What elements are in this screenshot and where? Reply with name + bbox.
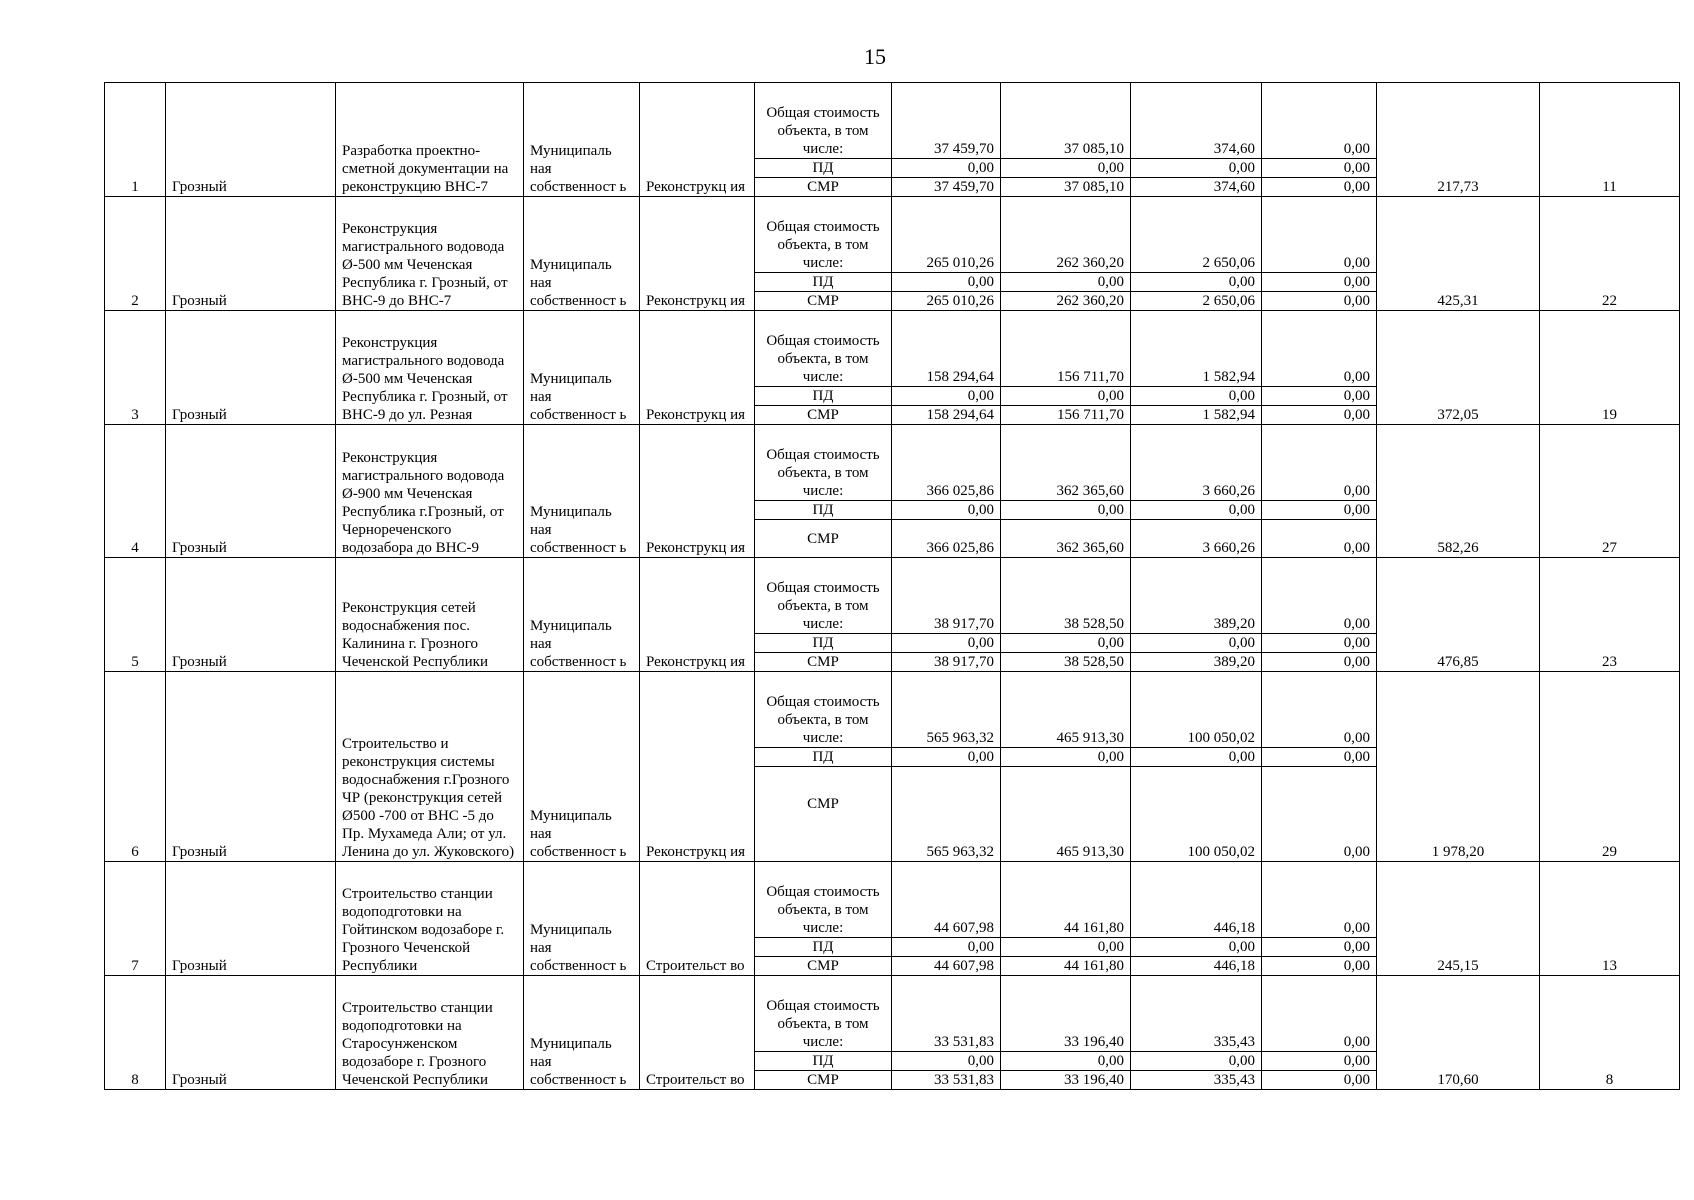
smr-value-4: 0,00 <box>1262 520 1377 558</box>
row-number: 3 <box>105 311 166 425</box>
city-cell: Грозный <box>166 83 336 197</box>
pd-value-3: 0,00 <box>1131 1052 1262 1071</box>
total-value-3: 446,18 <box>1131 862 1262 938</box>
smr-value-4: 0,00 <box>1262 767 1377 862</box>
cost-label-total: Общая стоимость объекта, в том числе: <box>755 311 892 387</box>
ownership-cell: Муниципаль ная собственност ь <box>524 672 640 862</box>
description-cell: Строительство станции водоподготовки на Гойтинском водозаборе г. Грозного Чеченской Республики <box>336 862 524 976</box>
total-value-4: 0,00 <box>1262 425 1377 501</box>
city-cell: Грозный <box>166 976 336 1090</box>
ownership-cell: Муниципаль ная собственност ь <box>524 976 640 1090</box>
cost-label-total: Общая стоимость объекта, в том числе: <box>755 672 892 748</box>
pd-value-2: 0,00 <box>1001 273 1131 292</box>
total-value-2: 362 365,60 <box>1001 425 1131 501</box>
total-value-3: 3 660,26 <box>1131 425 1262 501</box>
smr-value-3: 100 050,02 <box>1131 767 1262 862</box>
smr-value-2: 37 085,10 <box>1001 178 1131 197</box>
capacity-cell: 217,73 <box>1377 83 1540 197</box>
table-row <box>105 425 1680 501</box>
description-cell: Строительство и реконструкция системы водоснабжения г.Грозного ЧР (реконструкция сетей Ø500 -700 от ВНС -5 до Пр. Мухамеда Али; от ул. Ленина до ул. Жуковского) <box>336 672 524 862</box>
cost-label-pd: ПД <box>755 501 892 520</box>
table-row <box>105 558 1680 634</box>
pd-value-1: 0,00 <box>892 634 1001 653</box>
pd-value-4: 0,00 <box>1262 273 1377 292</box>
count-cell: 13 <box>1540 862 1680 976</box>
row-number: 5 <box>105 558 166 672</box>
capacity-cell: 476,85 <box>1377 558 1540 672</box>
count-cell: 19 <box>1540 311 1680 425</box>
total-value-1: 158 294,64 <box>892 311 1001 387</box>
total-value-1: 565 963,32 <box>892 672 1001 748</box>
cost-label-smr: СМР <box>755 767 892 862</box>
pd-value-2: 0,00 <box>1001 1052 1131 1071</box>
smr-value-4: 0,00 <box>1262 178 1377 197</box>
total-value-3: 374,60 <box>1131 83 1262 159</box>
work-type-cell: Реконструкц ия <box>640 425 755 558</box>
ownership-cell: Муниципаль ная собственност ь <box>524 83 640 197</box>
cost-label-pd: ПД <box>755 1052 892 1071</box>
cost-label-total: Общая стоимость объекта, в том числе: <box>755 197 892 273</box>
smr-value-1: 33 531,83 <box>892 1071 1001 1090</box>
pd-value-4: 0,00 <box>1262 1052 1377 1071</box>
ownership-cell: Муниципаль ная собственност ь <box>524 558 640 672</box>
total-value-2: 44 161,80 <box>1001 862 1131 938</box>
smr-value-2: 465 913,30 <box>1001 767 1131 862</box>
capacity-cell: 1 978,20 <box>1377 672 1540 862</box>
total-value-3: 335,43 <box>1131 976 1262 1052</box>
cost-label-total: Общая стоимость объекта, в том числе: <box>755 425 892 501</box>
description-cell: Строительство станции водоподготовки на Старосунженском водозаборе г. Грозного Чеченской Республики <box>336 976 524 1090</box>
total-value-3: 100 050,02 <box>1131 672 1262 748</box>
smr-value-2: 38 528,50 <box>1001 653 1131 672</box>
total-value-2: 37 085,10 <box>1001 83 1131 159</box>
description-cell: Разработка проектно-сметной документации на реконструкцию ВНС-7 <box>336 83 524 197</box>
description-cell: Реконструкция магистрального водовода Ø-500 мм Чеченская Республика г. Грозный, от ВНС-9 до ВНС-7 <box>336 197 524 311</box>
smr-value-4: 0,00 <box>1262 406 1377 425</box>
smr-value-4: 0,00 <box>1262 957 1377 976</box>
capacity-cell: 245,15 <box>1377 862 1540 976</box>
smr-value-1: 44 607,98 <box>892 957 1001 976</box>
table-row <box>105 311 1680 387</box>
cost-label-pd: ПД <box>755 273 892 292</box>
cost-label-smr: СМР <box>755 406 892 425</box>
cost-label-pd: ПД <box>755 159 892 178</box>
pd-value-4: 0,00 <box>1262 159 1377 178</box>
total-value-1: 44 607,98 <box>892 862 1001 938</box>
cost-label-smr: СМР <box>755 957 892 976</box>
city-cell: Грозный <box>166 558 336 672</box>
cost-label-pd: ПД <box>755 634 892 653</box>
smr-value-2: 362 365,60 <box>1001 520 1131 558</box>
work-type-cell: Реконструкц ия <box>640 197 755 311</box>
pd-value-4: 0,00 <box>1262 748 1377 767</box>
row-number: 4 <box>105 425 166 558</box>
smr-value-3: 446,18 <box>1131 957 1262 976</box>
smr-value-1: 565 963,32 <box>892 767 1001 862</box>
cost-label-smr: СМР <box>755 520 892 558</box>
smr-value-2: 262 360,20 <box>1001 292 1131 311</box>
total-value-4: 0,00 <box>1262 672 1377 748</box>
smr-value-3: 389,20 <box>1131 653 1262 672</box>
cost-label-total: Общая стоимость объекта, в том числе: <box>755 83 892 159</box>
smr-value-3: 2 650,06 <box>1131 292 1262 311</box>
pd-value-2: 0,00 <box>1001 938 1131 957</box>
total-value-4: 0,00 <box>1262 558 1377 634</box>
smr-value-2: 33 196,40 <box>1001 1071 1131 1090</box>
table-row <box>105 83 1680 159</box>
count-cell: 29 <box>1540 672 1680 862</box>
count-cell: 11 <box>1540 83 1680 197</box>
ownership-cell: Муниципаль ная собственност ь <box>524 311 640 425</box>
pd-value-3: 0,00 <box>1131 273 1262 292</box>
pd-value-4: 0,00 <box>1262 634 1377 653</box>
row-number: 1 <box>105 83 166 197</box>
cost-label-pd: ПД <box>755 387 892 406</box>
pd-value-3: 0,00 <box>1131 748 1262 767</box>
table-row <box>105 197 1680 273</box>
table-row <box>105 976 1680 1052</box>
city-cell: Грозный <box>166 197 336 311</box>
pd-value-2: 0,00 <box>1001 501 1131 520</box>
smr-value-1: 37 459,70 <box>892 178 1001 197</box>
work-type-cell: Реконструкц ия <box>640 311 755 425</box>
city-cell: Грозный <box>166 672 336 862</box>
city-cell: Грозный <box>166 425 336 558</box>
work-type-cell: Строительст во <box>640 862 755 976</box>
pd-value-3: 0,00 <box>1131 938 1262 957</box>
pd-value-2: 0,00 <box>1001 387 1131 406</box>
cost-label-smr: СМР <box>755 653 892 672</box>
description-cell: Реконструкция магистрального водовода Ø-900 мм Чеченская Республика г.Грозный, от Чернореченского водозабора до ВНС-9 <box>336 425 524 558</box>
cost-label-smr: СМР <box>755 178 892 197</box>
city-cell: Грозный <box>166 311 336 425</box>
pd-value-2: 0,00 <box>1001 748 1131 767</box>
total-value-1: 33 531,83 <box>892 976 1001 1052</box>
row-number: 7 <box>105 862 166 976</box>
total-value-2: 33 196,40 <box>1001 976 1131 1052</box>
total-value-2: 465 913,30 <box>1001 672 1131 748</box>
smr-value-1: 366 025,86 <box>892 520 1001 558</box>
row-number: 8 <box>105 976 166 1090</box>
pd-value-4: 0,00 <box>1262 938 1377 957</box>
pd-value-3: 0,00 <box>1131 634 1262 653</box>
cost-label-total: Общая стоимость объекта, в том числе: <box>755 862 892 938</box>
smr-value-3: 1 582,94 <box>1131 406 1262 425</box>
cost-label-total: Общая стоимость объекта, в том числе: <box>755 976 892 1052</box>
total-value-2: 262 360,20 <box>1001 197 1131 273</box>
smr-value-4: 0,00 <box>1262 653 1377 672</box>
pd-value-1: 0,00 <box>892 273 1001 292</box>
cost-label-smr: СМР <box>755 292 892 311</box>
total-value-4: 0,00 <box>1262 311 1377 387</box>
cost-label-pd: ПД <box>755 748 892 767</box>
work-type-cell: Реконструкц ия <box>640 672 755 862</box>
ownership-cell: Муниципаль ная собственност ь <box>524 425 640 558</box>
total-value-1: 366 025,86 <box>892 425 1001 501</box>
pd-value-3: 0,00 <box>1131 387 1262 406</box>
pd-value-4: 0,00 <box>1262 387 1377 406</box>
smr-value-4: 0,00 <box>1262 292 1377 311</box>
ownership-cell: Муниципаль ная собственност ь <box>524 862 640 976</box>
capacity-cell: 372,05 <box>1377 311 1540 425</box>
smr-value-2: 44 161,80 <box>1001 957 1131 976</box>
total-value-1: 265 010,26 <box>892 197 1001 273</box>
cost-label-total: Общая стоимость объекта, в том числе: <box>755 558 892 634</box>
pd-value-3: 0,00 <box>1131 159 1262 178</box>
total-value-4: 0,00 <box>1262 197 1377 273</box>
work-type-cell: Реконструкц ия <box>640 558 755 672</box>
total-value-2: 156 711,70 <box>1001 311 1131 387</box>
smr-value-2: 156 711,70 <box>1001 406 1131 425</box>
table-row <box>105 672 1680 748</box>
pd-value-2: 0,00 <box>1001 159 1131 178</box>
capacity-cell: 170,60 <box>1377 976 1540 1090</box>
smr-value-4: 0,00 <box>1262 1071 1377 1090</box>
total-value-3: 2 650,06 <box>1131 197 1262 273</box>
pd-value-2: 0,00 <box>1001 634 1131 653</box>
capacity-cell: 425,31 <box>1377 197 1540 311</box>
pd-value-1: 0,00 <box>892 1052 1001 1071</box>
count-cell: 27 <box>1540 425 1680 558</box>
work-type-cell: Реконструкц ия <box>640 83 755 197</box>
pd-value-1: 0,00 <box>892 387 1001 406</box>
smr-value-1: 265 010,26 <box>892 292 1001 311</box>
pd-value-1: 0,00 <box>892 938 1001 957</box>
cost-label-smr: СМР <box>755 1071 892 1090</box>
description-cell: Реконструкция магистрального водовода Ø-500 мм Чеченская Республика г. Грозный, от ВНС-9 до ул. Резная <box>336 311 524 425</box>
smr-value-3: 335,43 <box>1131 1071 1262 1090</box>
row-number: 6 <box>105 672 166 862</box>
total-value-1: 38 917,70 <box>892 558 1001 634</box>
city-cell: Грозный <box>166 862 336 976</box>
total-value-4: 0,00 <box>1262 862 1377 938</box>
pd-value-4: 0,00 <box>1262 501 1377 520</box>
smr-value-1: 38 917,70 <box>892 653 1001 672</box>
pd-value-1: 0,00 <box>892 159 1001 178</box>
pd-value-1: 0,00 <box>892 501 1001 520</box>
page-number: 15 <box>864 44 886 69</box>
total-value-2: 38 528,50 <box>1001 558 1131 634</box>
row-number: 2 <box>105 197 166 311</box>
cost-label-pd: ПД <box>755 938 892 957</box>
total-value-3: 389,20 <box>1131 558 1262 634</box>
total-value-4: 0,00 <box>1262 83 1377 159</box>
ownership-cell: Муниципаль ная собственност ь <box>524 197 640 311</box>
count-cell: 23 <box>1540 558 1680 672</box>
count-cell: 22 <box>1540 197 1680 311</box>
projects-table <box>104 82 1680 1090</box>
capacity-cell: 582,26 <box>1377 425 1540 558</box>
smr-value-1: 158 294,64 <box>892 406 1001 425</box>
table-row <box>105 862 1680 938</box>
smr-value-3: 3 660,26 <box>1131 520 1262 558</box>
count-cell: 8 <box>1540 976 1680 1090</box>
pd-value-3: 0,00 <box>1131 501 1262 520</box>
total-value-4: 0,00 <box>1262 976 1377 1052</box>
pd-value-1: 0,00 <box>892 748 1001 767</box>
description-cell: Реконструкция сетей водоснабжения пос. Калинина г. Грозного Чеченской Республики <box>336 558 524 672</box>
total-value-3: 1 582,94 <box>1131 311 1262 387</box>
smr-value-3: 374,60 <box>1131 178 1262 197</box>
work-type-cell: Строительст во <box>640 976 755 1090</box>
total-value-1: 37 459,70 <box>892 83 1001 159</box>
